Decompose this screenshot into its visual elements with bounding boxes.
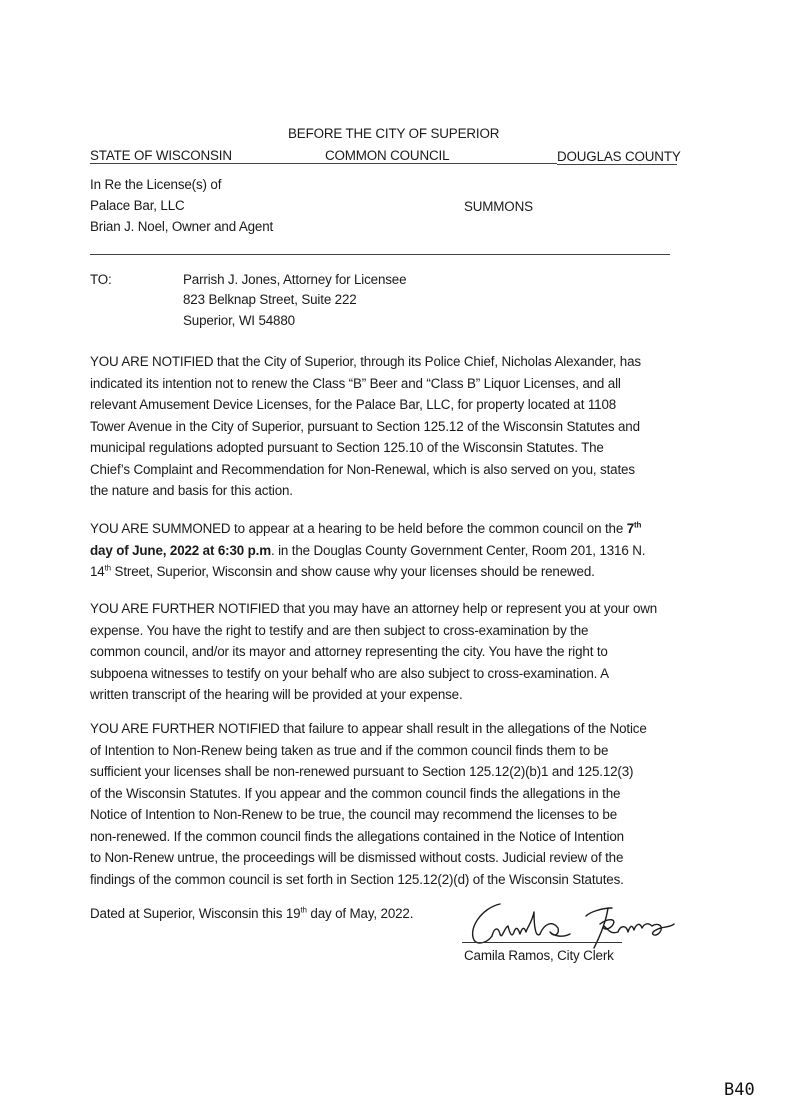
paragraph-line: written transcript of the hearing will be provided at your expense.: [90, 687, 463, 702]
signer-name-title: Camila Ramos, City Clerk: [464, 948, 614, 963]
paragraph-line: municipal regulations adopted pursuant to Section 125.10 of the Wisconsin Statutes. The: [90, 440, 604, 455]
dated-month-year: day of May, 2022.: [306, 906, 414, 921]
hearing-location: . in the Douglas County Government Center, Room 201, 1316 N.: [270, 542, 646, 558]
paragraph-line: Tower Avenue in the City of Superior, pursuant to Section 125.12 of the Wisconsin Statutes and: [90, 418, 640, 434]
street-number-suffix: th: [104, 563, 111, 573]
caption-underline-right: [557, 164, 677, 165]
paragraph-line: of the Wisconsin Statutes. If you appear and the common council finds the allegations in the: [90, 785, 621, 801]
in-re-owner: Brian J. Noel, Owner and Agent: [90, 219, 274, 234]
paragraph-line: YOU ARE FURTHER NOTIFIED that you may have an attorney help or represent you at your own: [90, 601, 658, 616]
header-divider: [90, 254, 670, 255]
paragraph-line: sufficient your licenses shall be non-renewed pursuant to Section 125.12(2)(b)1 and 125.12(3): [90, 764, 634, 779]
paragraph-line: common council, and/or its mayor and attorney representing the city. You have the right to: [90, 644, 608, 659]
paragraph-line: to Non-Renew untrue, the proceedings will be dismissed without costs. Judicial review of the: [90, 850, 624, 865]
paragraph-line: [90, 561, 700, 583]
paragraph-line: expense. You have the right to testify and are then subject to cross-examination by the: [90, 622, 589, 638]
paragraph-line: Notice of Intention to Non-Renew to be true, the council may recommend the licenses to be: [90, 807, 618, 822]
paragraph-line: relevant Amusement Device Licenses, for the Palace Bar, LLC, for property located at 1108: [90, 397, 617, 412]
caption-underline-left: [90, 163, 325, 164]
hearing-day: 7: [626, 521, 635, 536]
hearing-day-suffix: th: [634, 520, 642, 530]
to-recipient-name: Parrish J. Jones, Attorney for Licensee: [183, 272, 407, 287]
paragraph-line: of Intention to Non-Renew being taken as true and if the common council finds them to be: [90, 742, 609, 758]
paragraph-line: [90, 518, 700, 540]
caption-before-city: BEFORE THE CITY OF SUPERIOR: [288, 126, 500, 141]
paragraph-line: subpoena witnesses to testify on your behalf who are also subject to cross-examination. A: [90, 665, 609, 681]
document-type-summons: SUMMONS: [464, 199, 533, 214]
hearing-date-time: day of June, 2022 at 6:30 p.m: [90, 542, 271, 558]
paragraph-notified: [90, 351, 700, 502]
paragraph-line: Chief’s Complaint and Recommendation for Non-Renewal, which is also served on you, states: [90, 461, 635, 477]
caption-council: COMMON COUNCIL: [325, 148, 450, 163]
in-re-line1: In Re the License(s) of: [90, 177, 222, 192]
paragraph-summoned: [90, 518, 700, 583]
summoned-closing: Street, Superior, Wisconsin and show cause why your licenses should be renewed.: [110, 564, 595, 579]
paragraph-line: non-renewed. If the common council finds the allegations contained in the Notice of Intention: [90, 828, 624, 844]
summoned-text: YOU ARE SUMMONED to appear at a hearing to be held before the common council on the: [90, 521, 627, 536]
caption-state: STATE OF WISCONSIN: [90, 148, 238, 164]
paragraph-line: YOU ARE FURTHER NOTIFIED that failure to appear shall result in the allegations of the Notice: [90, 721, 647, 736]
page-stamp: B40: [724, 1080, 755, 1100]
paragraph-line: YOU ARE NOTIFIED that the City of Superior, through its Police Chief, Nicholas Alexander, has: [90, 354, 641, 369]
to-address-city: Superior, WI 54880: [183, 313, 295, 328]
dated-line: [90, 906, 413, 921]
street-number: 14: [90, 564, 105, 579]
caption-county: DOUGLAS COUNTY: [557, 149, 681, 164]
paragraph-failure-to-appear: [90, 718, 700, 890]
paragraph-line: [90, 540, 700, 562]
paragraph-line: indicated its intention not to renew the Class “B” Beer and “Class B” Liquor Licenses, and all: [90, 375, 621, 391]
signature-line: [462, 942, 622, 943]
dated-text: Dated at Superior, Wisconsin this 19: [90, 906, 301, 921]
dated-day-suffix: th: [300, 905, 307, 915]
paragraph-line: findings of the common council is set forth in Section 125.12(2)(d) of the Wisconsin Statutes.: [90, 871, 624, 887]
to-label: TO:: [90, 272, 112, 287]
paragraph-attorney-rights: [90, 598, 700, 706]
in-re-licensee: Palace Bar, LLC: [90, 198, 185, 213]
to-address-street: 823 Belknap Street, Suite 222: [183, 292, 357, 307]
caption-underline-middle: [325, 163, 557, 164]
paragraph-line: the nature and basis for this action.: [90, 483, 293, 498]
